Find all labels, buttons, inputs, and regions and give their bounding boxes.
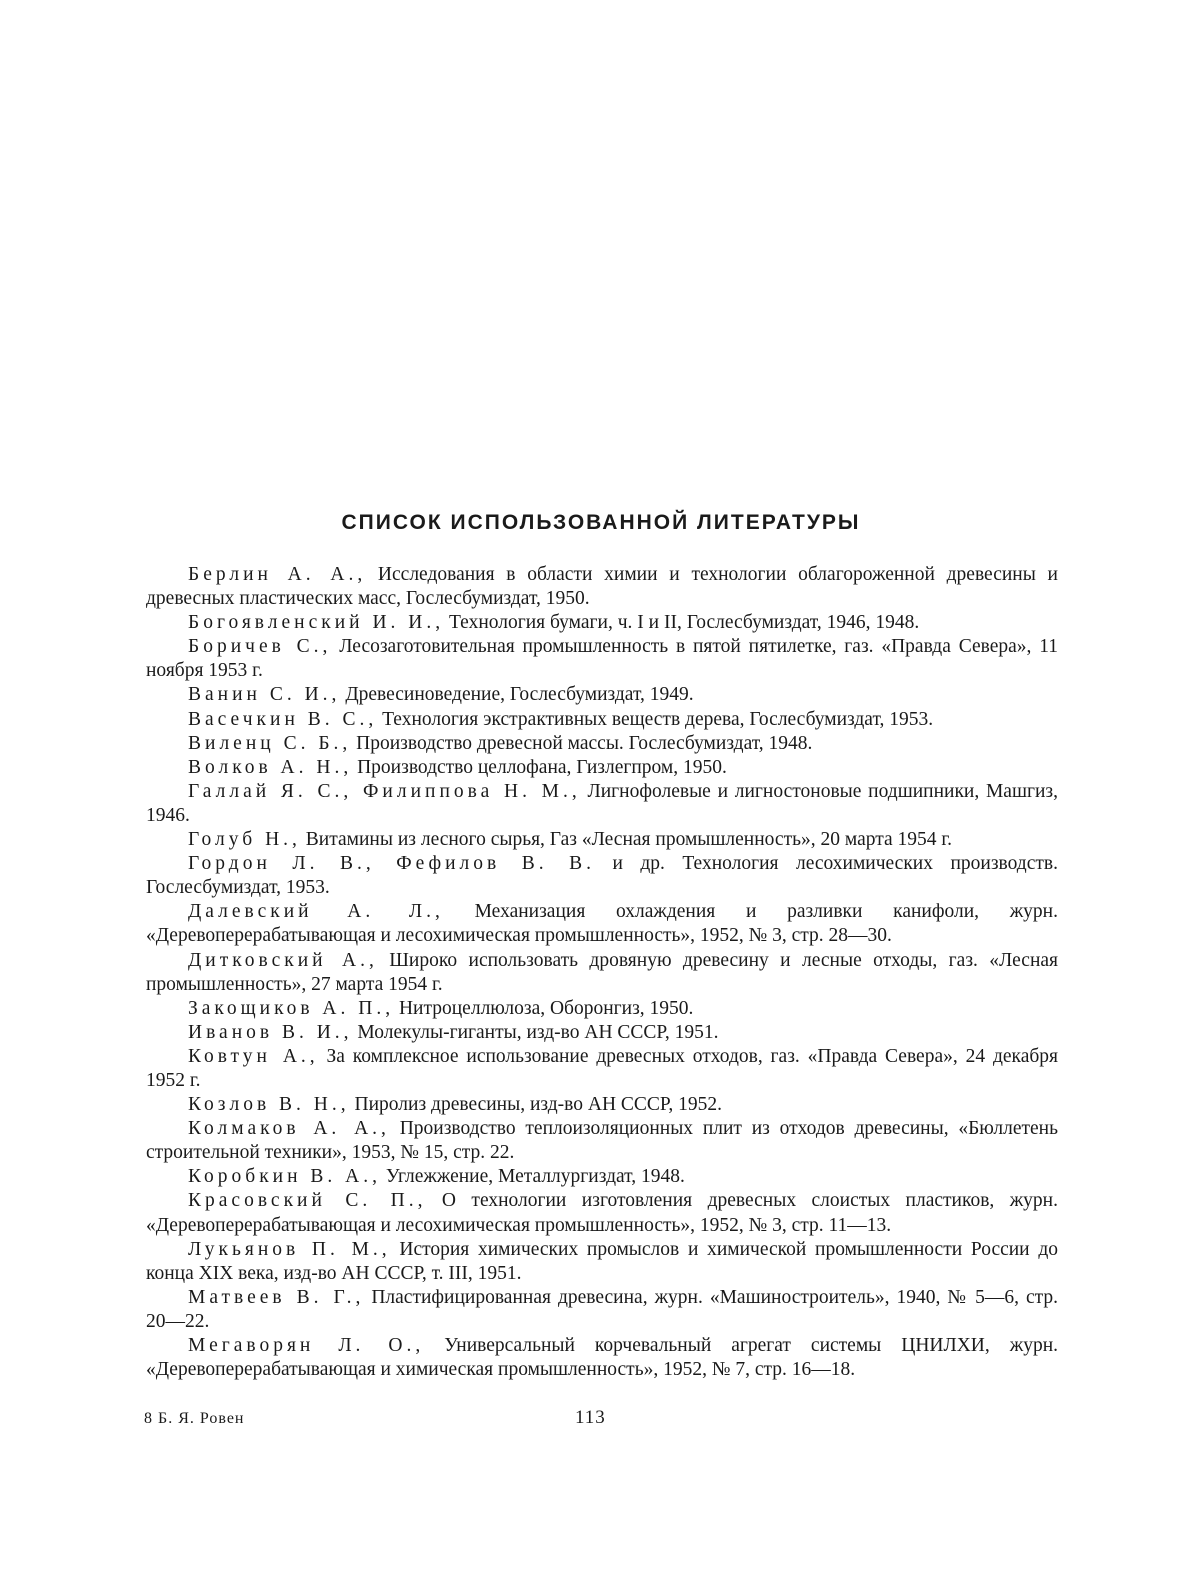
reference-entry (146, 611, 1058, 635)
reference-entry (146, 756, 1058, 780)
reference-author: Козлов В. Н., (188, 1094, 350, 1116)
reference-text: За комплексное использование древесных отходов, газ. «Правда Севера», 24 декабря 1952 г. (146, 1045, 1058, 1091)
reference-text: Универсальный корчевальный агрегат системы ЦНИЛХИ, журн. «Деревоперерабатывающая и химическая промышленность», 1952, № 7, стр. 16—18. (146, 1335, 1058, 1381)
reference-text: Лесозаготовительная промышленность в пятой пятилетке, газ. «Правда Севера», 11 ноября 1953 г. (146, 636, 1058, 682)
reference-list (146, 563, 1058, 1382)
reference-author: Дитковский А., (188, 949, 378, 971)
reference-text: О технологии изготовления древесных слоистых пластиков, журн. «Деревоперерабатывающая и лесохимическая промышленность», 1952, № 3, стр. 11—13. (146, 1190, 1058, 1236)
reference-author: Боричев С., (188, 636, 332, 658)
reference-author: Мегаворян Л. О., (188, 1335, 425, 1356)
reference-text: Пластифицированная древесина, журн. «Машиностроитель», 1940, № 5—6, стр. 20—22. (146, 1286, 1058, 1332)
reference-author: Волков А. Н., (188, 756, 353, 778)
reference-author: Иванов В. И., (188, 1021, 353, 1043)
reference-entry (146, 1286, 1058, 1334)
reference-author: Богоявленский И. И., (188, 612, 445, 634)
reference-text: Широко использовать дровяную древесину и лесные отходы, газ. «Лесная промышленность», 27 марта 1954 г. (146, 949, 1059, 995)
reference-text: Лигнофолевые и лигностоновые подшипники, Машгиз, 1946. (146, 780, 1058, 826)
footer-signature: 8 Б. Я. Ровен (144, 1410, 245, 1427)
reference-entry (146, 732, 1058, 756)
reference-entry (146, 1189, 1058, 1237)
reference-text: Механизация охлаждения и разливки канифоли, журн. «Деревоперерабатывающая и лесохимическая промышленность», 1952, № 3, стр. 28—30. (146, 901, 1058, 947)
reference-author: Ковтун А., (188, 1045, 319, 1067)
reference-author: Гордон Л. В., Фефилов В. В. (188, 853, 595, 875)
reference-entry (146, 900, 1058, 948)
reference-text: Витамины из лесного сырья, Газ «Лесная промышленность», 20 марта 1954 г. (300, 829, 953, 851)
reference-entry (146, 1093, 1058, 1117)
reference-author: Виленц С. Б., (188, 732, 352, 754)
reference-author: Далевский А. Л., (188, 901, 444, 923)
reference-entry (146, 1238, 1058, 1286)
reference-entry (146, 780, 1058, 828)
reference-text: и др. Технология лесохимических производств. Гослесбумиздат, 1953. (146, 853, 1058, 899)
reference-author: Лукьянов П. М., (188, 1238, 391, 1260)
reference-entry (146, 828, 1058, 852)
reference-author: Васечкин В. С., (188, 708, 378, 730)
reference-entry (146, 683, 1058, 707)
reference-text: Нитроцеллюлоза, Оборонгиз, 1950. (394, 997, 694, 1019)
reference-text: Технология бумаги, ч. I и II, Гослесбумиздат, 1946, 1948. (444, 612, 920, 634)
reference-author: Красовский С. П., (188, 1190, 427, 1212)
reference-text: Производство целлофана, Гизлегпром, 1950. (352, 756, 727, 778)
reference-entry (146, 1021, 1058, 1045)
reference-text: Древесиноведение, Гослесбумиздат, 1949. (340, 684, 694, 706)
reference-entry (146, 1334, 1058, 1382)
reference-entry (146, 1117, 1058, 1165)
reference-entry (146, 949, 1058, 997)
reference-text: Пиролиз древесины, изд-во АН СССР, 1952. (349, 1094, 722, 1116)
reference-entry (146, 708, 1058, 732)
reference-author: Закощиков А. П., (188, 997, 395, 1019)
reference-text: История химических промыслов и химической промышленности России до конца XIX века, изд-во АН СССР, т. III, 1951. (146, 1238, 1058, 1284)
reference-entry (146, 852, 1058, 900)
reference-text: Молекулы-гиганты, изд-во АН СССР, 1951. (352, 1021, 719, 1043)
reference-entry (146, 1045, 1058, 1093)
page-number: 113 (575, 1407, 606, 1428)
reference-entry (146, 1165, 1058, 1189)
reference-entry (146, 635, 1058, 683)
reference-author: Берлин А. А., (188, 564, 367, 585)
reference-author: Коробкин В. А., (188, 1166, 382, 1188)
reference-author: Галлай Я. С., Филиппова Н. М., (188, 780, 581, 802)
page-title: СПИСОК ИСПОЛЬЗОВАННОЙ ЛИТЕРАТУРЫ (341, 511, 861, 534)
reference-text: Технология экстрактивных веществ дерева, Гослесбумиздат, 1953. (377, 708, 934, 730)
reference-text: Углежжение, Металлургиздат, 1948. (381, 1166, 685, 1188)
reference-text: Исследования в области химии и технологии облагороженной древесины и древесных пластических масс, Гослесбумиздат, 1950. (146, 564, 1058, 610)
reference-entry (146, 563, 1058, 611)
reference-text: Производство теплоизоляционных плит из отходов древесины, «Бюллетень строительной техники», 1953, № 15, стр. 22. (146, 1118, 1059, 1164)
reference-entry (146, 997, 1058, 1021)
reference-author: Ванин С. И., (188, 684, 341, 706)
reference-author: Колмаков А. А., (188, 1118, 390, 1140)
reference-text: Производство древесной массы. Гослесбумиздат, 1948. (351, 732, 813, 754)
reference-author: Голуб Н., (188, 829, 301, 851)
reference-author: Матвеев В. Г., (188, 1286, 365, 1308)
